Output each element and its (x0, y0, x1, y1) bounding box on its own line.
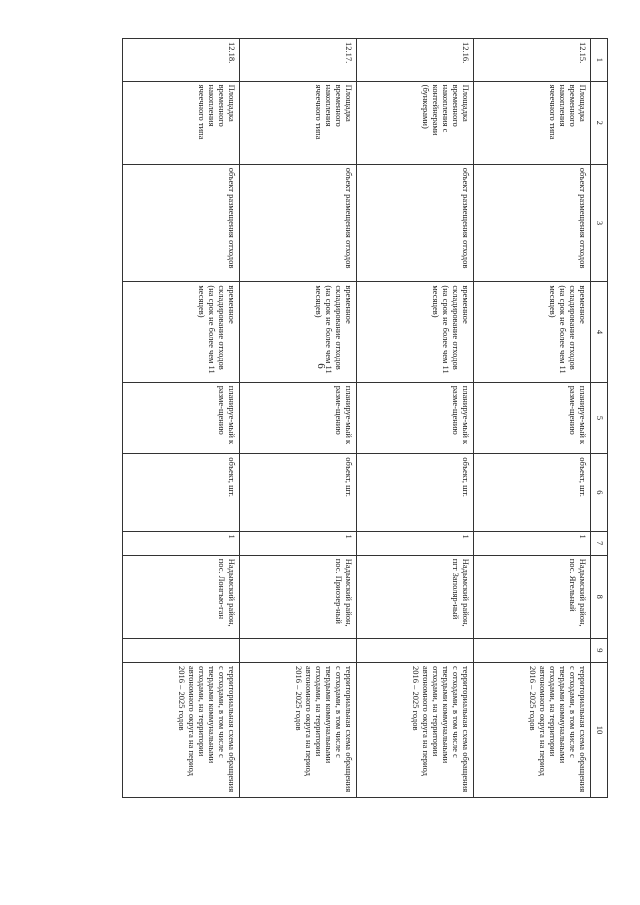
object-type: объект размещения отходов (357, 164, 474, 282)
column-number-row (591, 39, 608, 798)
object-status: планируе-мый к разме-щению (240, 382, 357, 454)
unit: объект, шт. (474, 454, 591, 531)
zone (357, 638, 474, 662)
col-header: 1 (591, 39, 608, 82)
object-status: планируе-мый к разме-щению (474, 382, 591, 454)
col-header: 6 (591, 454, 608, 531)
object-name: Площадка временного накопления с контейнерами (бункерами) (357, 81, 474, 164)
object-purpose: временное складирование отходов (на срок не более чем 11 месяцев) (474, 282, 591, 382)
object-type: объект размещения отходов (123, 164, 240, 282)
location: Надымский район, пос. Приозер-ный (240, 555, 357, 638)
zone (474, 638, 591, 662)
object-purpose: временное складирование отходов (на срок не более чем 11 месяцев) (357, 282, 474, 382)
zone (123, 638, 240, 662)
basis-note: территориальная схема обращения с отходами, в том числе с твердыми коммунальными отходами, на территории автономного округа на период 2016 – 2025 годов (357, 663, 474, 798)
quantity: 1 (123, 531, 240, 555)
location: Надымский район, пгт Заполяр-ный (357, 555, 474, 638)
unit: объект, шт. (123, 454, 240, 531)
unit: объект, шт. (357, 454, 474, 531)
row-number: 12.17. (240, 39, 357, 82)
object-name: Площадка временного накопления ячеечного типа (240, 81, 357, 164)
basis-note: территориальная схема обращения с отходами, в том числе с твердыми коммунальными отходами, на территории автономного округа на период 2016 – 2025 годов (240, 663, 357, 798)
quantity: 1 (357, 531, 474, 555)
page-number: 6 (314, 363, 327, 369)
quantity: 1 (474, 531, 591, 555)
object-status: планируе-мый к разме-щению (123, 382, 240, 454)
quantity: 1 (240, 531, 357, 555)
basis-note: территориальная схема обращения с отходами, в том числе с твердыми коммунальными отходами, на территории автономного округа на период 2016 – 2025 годов (123, 663, 240, 798)
table-row (240, 39, 357, 798)
object-purpose: временное складирование отходов (на срок не более чем 11 месяцев) (123, 282, 240, 382)
unit: объект, шт. (240, 454, 357, 531)
object-type: объект размещения отходов (240, 164, 357, 282)
col-header: 8 (591, 555, 608, 638)
zone (240, 638, 357, 662)
col-header: 9 (591, 638, 608, 662)
col-header: 2 (591, 81, 608, 164)
object-status: планируе-мый к разме-щению (357, 382, 474, 454)
col-header: 4 (591, 282, 608, 382)
objects-table (122, 38, 608, 798)
rotated-sheet (108, 38, 608, 903)
object-name: Площадка временного накопления ячеечного типа (474, 81, 591, 164)
row-number: 12.18. (123, 39, 240, 82)
col-header: 7 (591, 531, 608, 555)
row-number: 12.15. (474, 39, 591, 82)
col-header: 3 (591, 164, 608, 282)
col-header: 10 (591, 663, 608, 798)
location: Надымский район, пос. Лонгъю-ган (123, 555, 240, 638)
location: Надымский район, пос. Ягельный (474, 555, 591, 638)
object-type: объект размещения отходов (474, 164, 591, 282)
col-header: 5 (591, 382, 608, 454)
object-purpose: временное складирование отходов (на срок не более чем 11 месяцев) (240, 282, 357, 382)
table-row (123, 39, 240, 798)
object-name: Площадка временного накопления ячеечного типа (123, 81, 240, 164)
row-number: 12.16. (357, 39, 474, 82)
table-row (474, 39, 591, 798)
table-row (357, 39, 474, 798)
basis-note: территориальная схема обращения с отходами, в том числе с твердыми коммунальными отходами, на территории автономного округа на период 2016 – 2025 годов (474, 663, 591, 798)
